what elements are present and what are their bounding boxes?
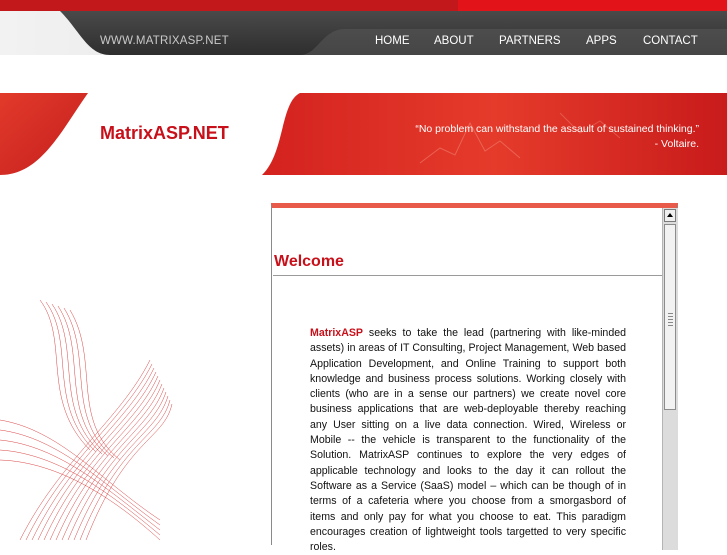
welcome-body-text: seeks to take the lead (partnering with like-minded assets) in areas of IT Consulting, Project Management, Web based Application Development, and Online Training to support both knowledge and business process solutions. Working closely with clients (who are in a sense our partners) we create novel core business applications that are web-deployable thereby reaching any User sitting on a live data connection. Wired, Wireless or Mobile -- the vehicle is transparent to the functionality of the Solution. MatrixASP continues to explore the very edges of applicable technology and looks to the day it can rollout the Software as a Service (SaaS) model – which can be though of in terms of a cafeteria where you choose from a smorgasbord of items and only pay for what you choose to eat. This paradigm encourages creation of lightweight tools targetted to very specific roles.: [310, 327, 626, 554]
quote-text: “No problem can withstand the assault of sustained thinking.”: [415, 123, 699, 135]
vertical-scrollbar[interactable]: [662, 208, 678, 550]
top-accent-right: [458, 0, 727, 11]
site-url-text: WWW.MATRIXASP.NET: [100, 35, 229, 47]
heading-divider: [273, 275, 662, 276]
decorative-swirl-graphic: [0, 280, 240, 545]
company-name-highlight: MatrixASP: [310, 327, 363, 339]
top-accent-bar: [0, 0, 727, 11]
nav-apps[interactable]: APPS: [586, 35, 617, 47]
navigation-bar-background: [0, 11, 727, 55]
welcome-heading: Welcome: [274, 253, 344, 270]
navigation-bar: [0, 11, 727, 55]
welcome-content-frame[interactable]: [271, 203, 678, 554]
welcome-paragraph: [310, 326, 626, 555]
top-accent-left: [0, 0, 458, 11]
hero-banner: [0, 93, 727, 175]
nav-partners[interactable]: PARTNERS: [499, 35, 561, 47]
scrollbar-thumb[interactable]: [664, 224, 676, 410]
banner-quote: [369, 122, 699, 152]
nav-contact[interactable]: CONTACT: [643, 35, 698, 47]
brand-logo-text: MatrixASP.NET: [100, 123, 229, 143]
scrollbar-grip-icon: [668, 313, 673, 327]
scroll-up-icon[interactable]: [664, 209, 676, 222]
nav-home[interactable]: HOME: [375, 35, 410, 47]
quote-author: - Voltaire.: [654, 138, 699, 150]
nav-about[interactable]: ABOUT: [434, 35, 474, 47]
